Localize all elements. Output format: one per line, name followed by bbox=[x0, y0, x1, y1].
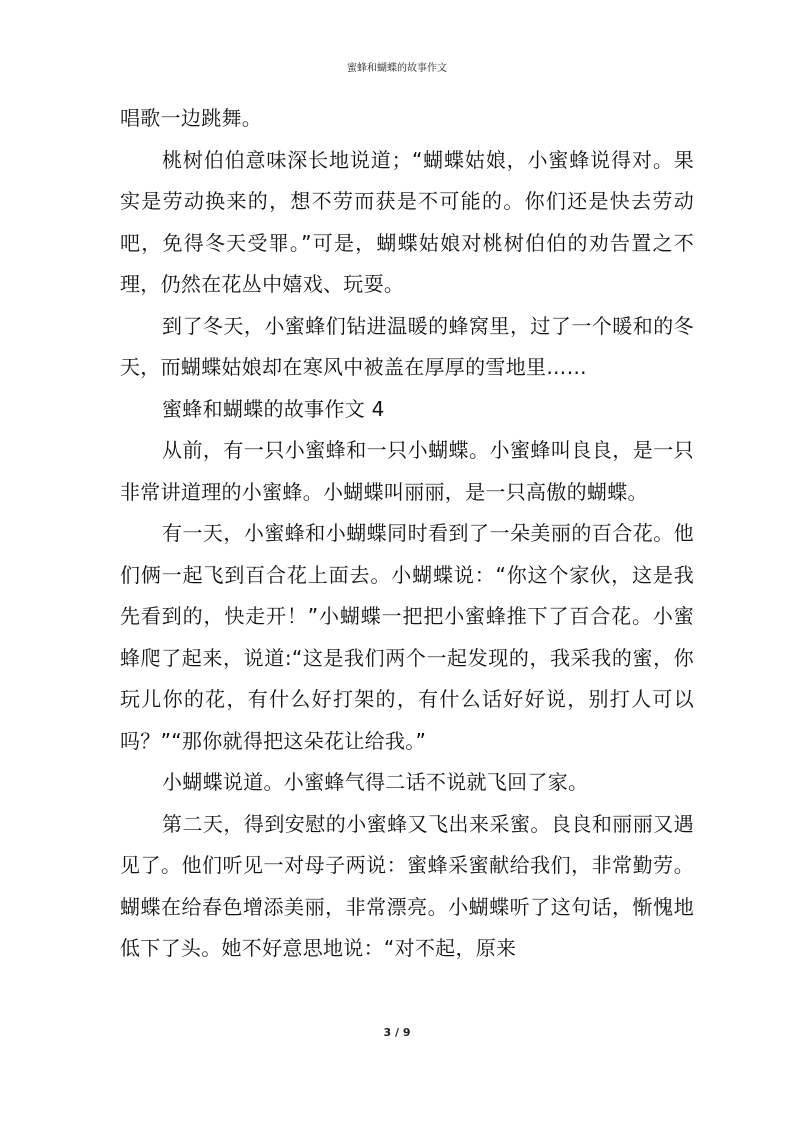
paragraph: 从前，有一只小蜜蜂和一只小蝴蝶。小蜜蜂叫良良，是一只非常讲道理的小蜜蜂。小蝴蝶叫丽丽，是一只高傲的蝴蝶。 bbox=[120, 438, 694, 504]
paragraph: 到了冬天，小蜜蜂们钻进温暖的蜂窝里，过了一个暖和的冬天，而蝴蝶姑娘却在寒风中被盖在厚厚的雪地里…… bbox=[120, 313, 694, 379]
paragraph: 有一天，小蜜蜂和小蝴蝶同时看到了一朵美丽的百合花。他们俩一起飞到百合花上面去。小蝴蝶说：“你这个家伙，这是我先看到的，快走开！”小蝴蝶一把把小蜜蜂推下了百合花。小蜜蜂爬了起来，说道:“这是我们两个一起发现的，我采我的蜜，你玩儿你的花，有什么好打架的，有什么话好好说，别打人可以吗？”“那你就得把这朵花让给我。” bbox=[120, 521, 694, 753]
paragraph: 第二天，得到安慰的小蜜蜂又飞出来采蜜。良良和丽丽又遇见了。他们听见一对母子两说：蜜蜂采蜜献给我们，非常勤劳。蝴蝶在给春色增添美丽，非常漂亮。小蝴蝶听了这句话，惭愧地低下了头。她不好意思地说：“对不起，原来 bbox=[120, 811, 694, 960]
document-body bbox=[120, 98, 694, 970]
page-number: 3 / 9 bbox=[383, 1026, 411, 1039]
paragraph: 桃树伯伯意味深长地说道；“蝴蝶姑娘，小蜜蜂说得对。果实是劳动换来的，想不劳而获是不可能的。你们还是快去劳动吧，免得冬天受罪。”可是，蝴蝶姑娘对桃树伯伯的劝告置之不理，仍然在花丛中嬉戏、玩耍。 bbox=[120, 147, 694, 296]
paragraph: 小蝴蝶说道。小蜜蜂气得二话不说就飞回了家。 bbox=[162, 770, 589, 794]
page-header-title: 蜜蜂和蝴蝶的故事作文 bbox=[347, 63, 447, 74]
section-heading: 蜜蜂和蝴蝶的故事作文 4 bbox=[162, 396, 385, 421]
paragraph: 唱歌一边跳舞。 bbox=[120, 106, 263, 130]
